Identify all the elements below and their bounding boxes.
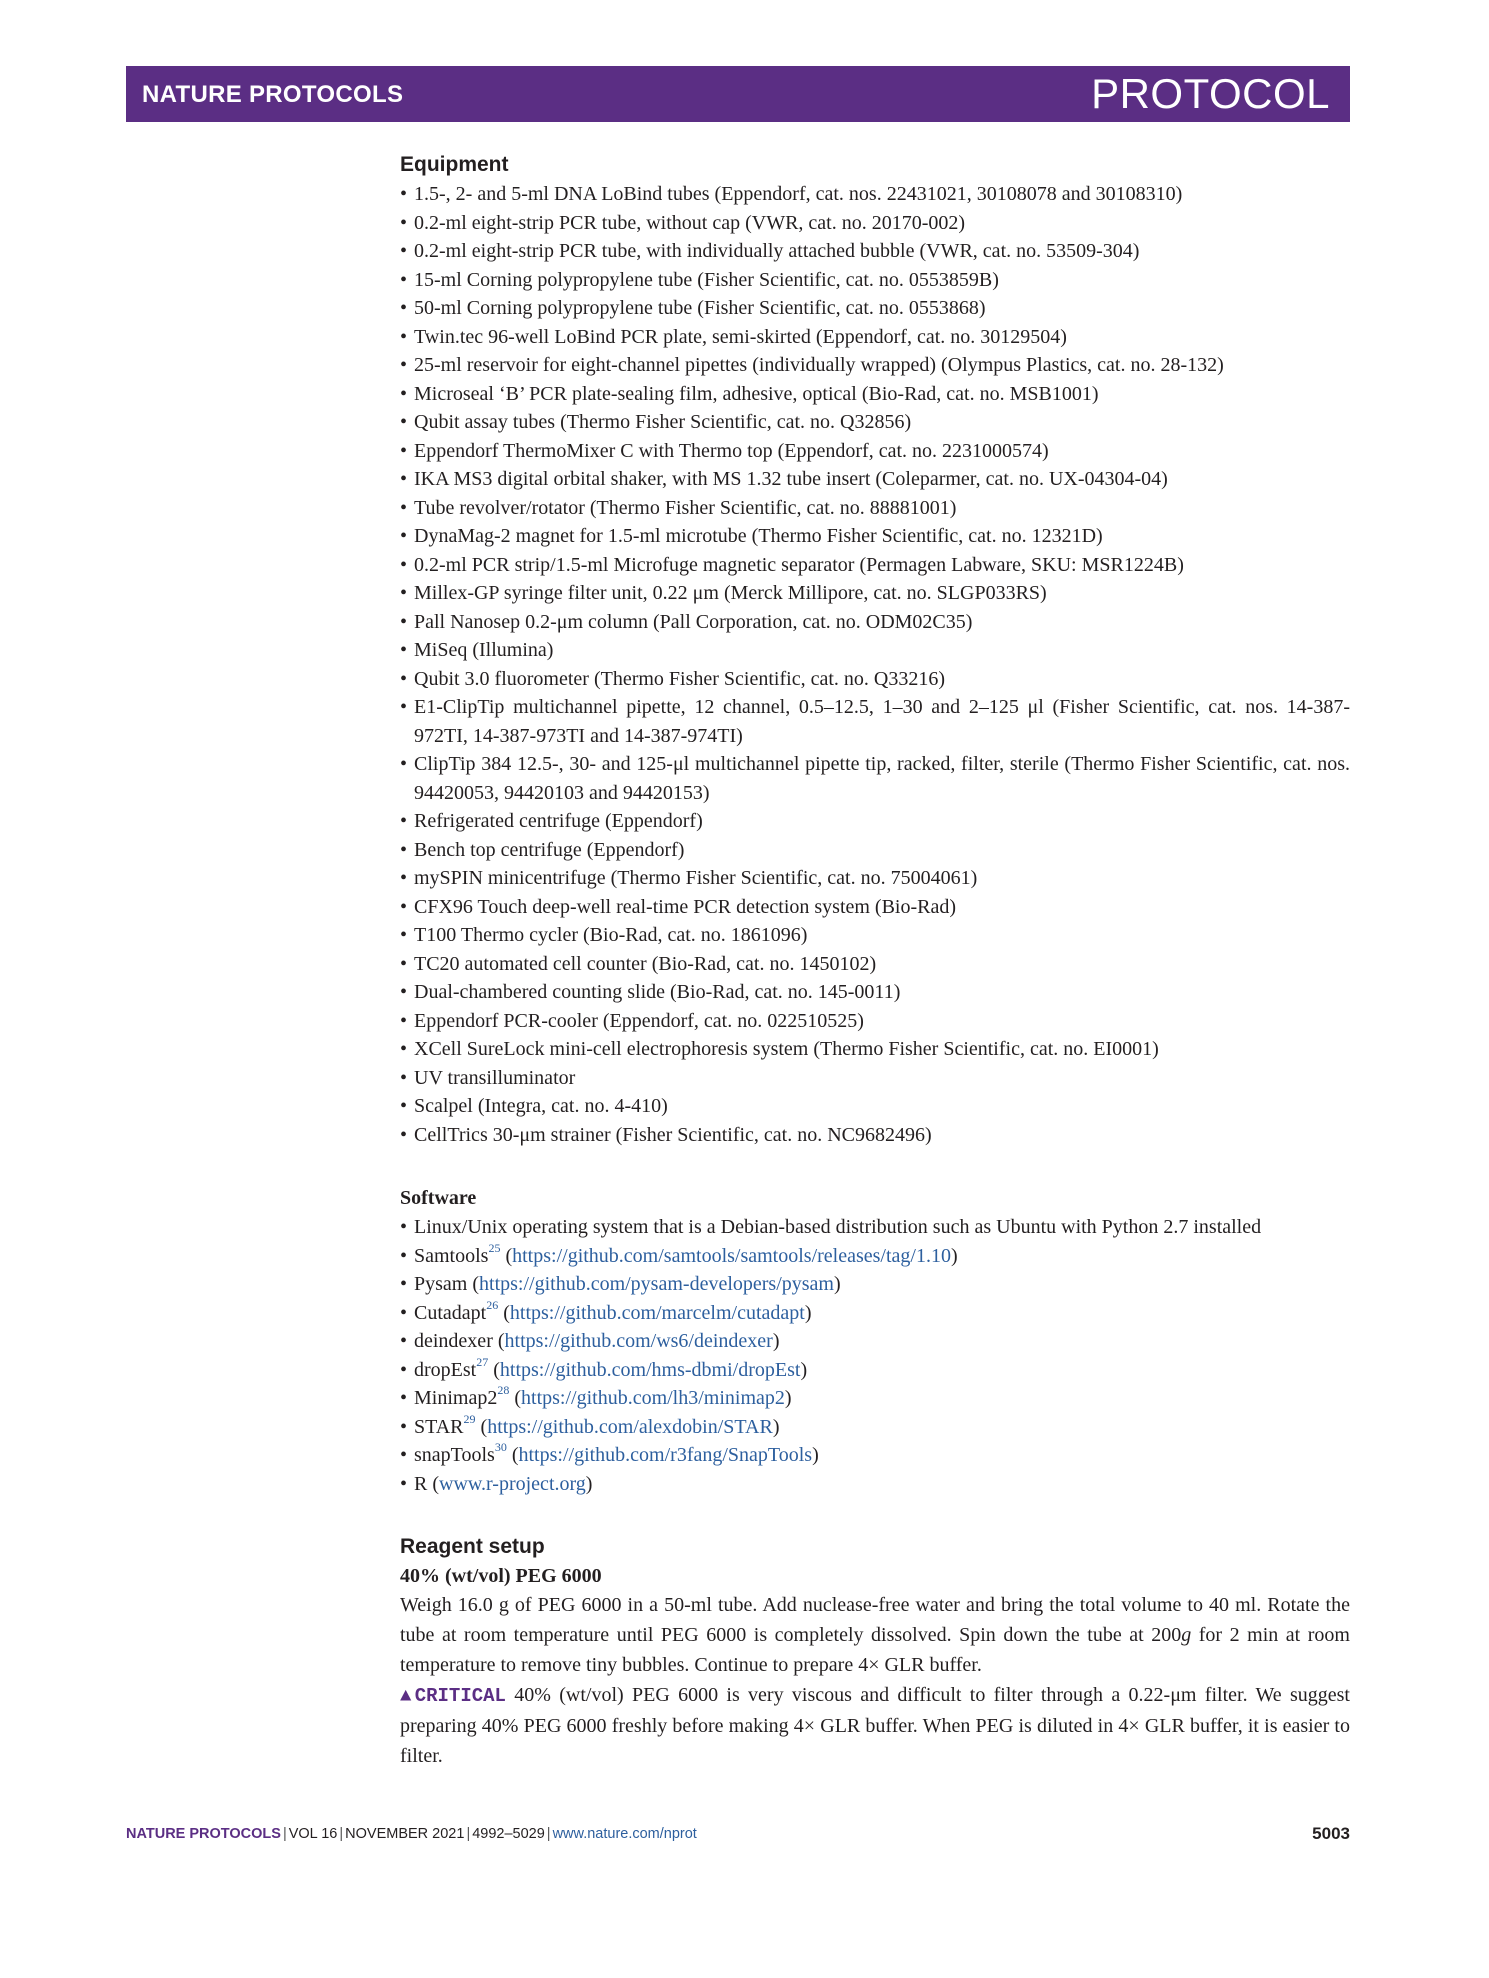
- list-item: • Cutadapt$^{26}$ (https://github.com/marcelm/cutadapt): [400, 1299, 1350, 1328]
- list-item: • CFX96 Touch deep-well real-time PCR detection system (Bio-Rad): [400, 893, 1350, 922]
- software-link[interactable]: www.r-project.org: [439, 1472, 586, 1495]
- list-item: • 15-ml Corning polypropylene tube (Fisher Scientific, cat. no. 0553859B): [400, 266, 1350, 295]
- list-item: • DynaMag-2 magnet for 1.5-ml microtube (Thermo Fisher Scientific, cat. no. 12321D): [400, 522, 1350, 551]
- article-type: PROTOCOL: [1091, 70, 1330, 117]
- list-item: • XCell SureLock mini-cell electrophoresis system (Thermo Fisher Scientific, cat. no. EI0001): [400, 1035, 1350, 1064]
- software-name: STAR: [414, 1415, 464, 1438]
- list-item: • dropEst$^{27}$ (https://github.com/hms-dbmi/dropEst): [400, 1356, 1350, 1385]
- reference-link[interactable]: 26: [486, 1297, 499, 1312]
- software-name: deindexer: [414, 1330, 493, 1352]
- list-item: • Eppendorf ThermoMixer C with Thermo top (Eppendorf, cat. no. 2231000574): [400, 437, 1350, 466]
- list-item: • Eppendorf PCR-cooler (Eppendorf, cat. no. 022510525): [400, 1007, 1350, 1036]
- footer-pages: 4992–5029: [472, 1826, 545, 1842]
- software-name: Cutadapt: [414, 1301, 487, 1324]
- peg-subheading: 40% (wt/vol) PEG 6000: [400, 1565, 602, 1587]
- list-item: • Linux/Unix operating system that is a Debian-based distribution such as Ubuntu with Python 2.7 installed: [400, 1213, 1350, 1242]
- software-link[interactable]: https://github.com/ws6/deindexer: [504, 1330, 773, 1352]
- list-item: • Refrigerated centrifuge (Eppendorf): [400, 807, 1350, 836]
- reference-link[interactable]: 28: [497, 1383, 510, 1398]
- list-item: • 0.2-ml PCR strip/1.5-ml Microfuge magnetic separator (Permagen Labware, SKU: MSR1224B): [400, 551, 1350, 580]
- page-footer: NATURE PROTOCOLS | VOL 16 | NOVEMBER 2021 | 4992–5029 | www.nature.com/nprot 5003: [126, 1824, 1350, 1843]
- list-item: • STAR$^{29}$ (https://github.com/alexdobin/STAR): [400, 1413, 1350, 1442]
- list-item: • Pysam (https://github.com/pysam-developers/pysam): [400, 1270, 1350, 1299]
- reagent-paragraph: [400, 1590, 1350, 1771]
- equipment-heading: Equipment: [400, 153, 509, 176]
- software-link[interactable]: https://github.com/pysam-developers/pysam: [479, 1273, 834, 1295]
- footer-url[interactable]: www.nature.com/nprot: [552, 1826, 697, 1842]
- software-link[interactable]: https://github.com/samtools/samtools/releases/tag/1.10: [512, 1244, 951, 1267]
- reference-link[interactable]: 30: [494, 1440, 507, 1455]
- page-number: 5003: [1312, 1824, 1350, 1843]
- reagent-text: for 2 min at room temperature to remove tiny bubbles. Continue to prepare 4× GLR buffer.: [400, 1624, 1350, 1676]
- list-item: • $Minimap2^{28}$ (https://github.com/lh3/minimap2): [400, 1384, 1350, 1413]
- software-link[interactable]: https://github.com/marcelm/cutadapt: [509, 1301, 805, 1324]
- list-item: • 25-ml reservoir for eight-channel pipettes (individually wrapped) (Olympus Plastics, cat. no. 28-132): [400, 351, 1350, 380]
- list-item: • MiSeq (Illumina): [400, 636, 1350, 665]
- software-heading: Software: [400, 1187, 477, 1209]
- list-item: • mySPIN minicentrifuge (Thermo Fisher Scientific, cat. no. 75004061): [400, 864, 1350, 893]
- reagent-text: Weigh 16.0 g of PEG 6000 in a 50-ml tube. Add nuclease-free water and bring the total volume to 40 ml. Rotate the tube at room temperature until PEG 6000 is completely dissolved. Spin down the tube at 200: [400, 1594, 1350, 1646]
- software-link[interactable]: https://github.com/r3fang/SnapTools: [518, 1444, 813, 1466]
- list-item: • Bench top centrifuge (Eppendorf): [400, 836, 1350, 865]
- list-item: • 0.2-ml eight-strip PCR tube, with individually attached bubble (VWR, cat. no. 53509-304): [400, 237, 1350, 266]
- list-item: • Twin.tec 96-well LoBind PCR plate, semi-skirted (Eppendorf, cat. no. 30129504): [400, 323, 1350, 352]
- list-item: • E1-ClipTip multichannel pipette, 12 channel, 0.5–12.5, 1–30 and 2–125 μl (Fisher Scientific, cat. nos. 14-387-972TI, 14-387-973TI and 14-387-974TI): [400, 693, 1350, 750]
- list-item: • 0.2-ml eight-strip PCR tube, without cap (VWR, cat. no. 20170-002): [400, 209, 1350, 238]
- list-item: • Dual-chambered counting slide (Bio-Rad, cat. no. 145-0011): [400, 978, 1350, 1007]
- list-item: • Millex-GP syringe filter unit, 0.22 μm (Merck Millipore, cat. no. SLGP033RS): [400, 579, 1350, 608]
- list-item: • Qubit assay tubes (Thermo Fisher Scientific, cat. no. Q32856): [400, 408, 1350, 437]
- software-name: Pysam: [414, 1273, 468, 1295]
- list-item: • 1.5-, 2- and 5-ml DNA LoBind tubes (Eppendorf, cat. nos. 22431021, 30108078 and 30108310): [400, 180, 1350, 209]
- software-link[interactable]: https://github.com/alexdobin/STAR: [487, 1415, 773, 1438]
- list-item: • Microseal ‘B’ PCR plate-sealing film, adhesive, optical (Bio-Rad, cat. no. MSB1001): [400, 380, 1350, 409]
- footer-journal: NATURE PROTOCOLS: [126, 1826, 281, 1842]
- list-item: • TC20 automated cell counter (Bio-Rad, cat. no. 1450102): [400, 950, 1350, 979]
- reference-link[interactable]: 27: [476, 1354, 489, 1369]
- journal-name: NATURE PROTOCOLS: [142, 81, 404, 108]
- list-item: • deindexer (https://github.com/ws6/deindexer): [400, 1327, 1350, 1356]
- list-item: • ClipTip 384 12.5-, 30- and 125-μl multichannel pipette tip, racked, filter, sterile (Thermo Fisher Scientific, cat. nos. 94420053, 94420103 and 94420153): [400, 750, 1350, 807]
- footer-volume: VOL 16: [288, 1826, 338, 1842]
- list-item: • Samtools$^{25}$ (https://github.com/samtools/samtools/releases/tag/1.10): [400, 1242, 1350, 1271]
- list-item: • 50-ml Corning polypropylene tube (Fisher Scientific, cat. no. 0553868): [400, 294, 1350, 323]
- critical-text: 40% (wt/vol) PEG 6000 is very viscous and difficult to filter through a 0.22-μm filter. We suggest preparing 40% PEG 6000 freshly before making 4× GLR buffer. When PEG is diluted in 4× GLR buffer, it is easier to filter.: [400, 1684, 1350, 1767]
- software-list: [400, 1213, 1350, 1498]
- main-content: [400, 150, 1350, 1771]
- software-name: snapTools: [414, 1444, 495, 1466]
- reagent-setup-heading: Reagent setup: [400, 1535, 545, 1558]
- list-item: • UV transilluminator: [400, 1064, 1350, 1093]
- reference-link[interactable]: 25: [488, 1240, 501, 1255]
- reference-link[interactable]: 29: [463, 1411, 476, 1426]
- list-item: • Tube revolver/rotator (Thermo Fisher Scientific, cat. no. 88881001): [400, 494, 1350, 523]
- list-item: • Qubit 3.0 fluorometer (Thermo Fisher Scientific, cat. no. Q33216): [400, 665, 1350, 694]
- g-unit: g: [1181, 1624, 1192, 1646]
- list-item: • Pall Nanosep 0.2-μm column (Pall Corporation, cat. no. ODM02C35): [400, 608, 1350, 637]
- software-name: Samtools: [414, 1244, 489, 1267]
- list-item: • IKA MS3 digital orbital shaker, with MS 1.32 tube insert (Coleparmer, cat. no. UX-04304-04): [400, 465, 1350, 494]
- list-item: • CellTrics 30-μm strainer (Fisher Scientific, cat. no. NC9682496): [400, 1121, 1350, 1150]
- list-item: • T100 Thermo cycler (Bio-Rad, cat. no. 1861096): [400, 921, 1350, 950]
- software-link[interactable]: https://github.com/hms-dbmi/dropEst: [499, 1358, 801, 1381]
- critical-label: ▲CRITICAL: [400, 1685, 506, 1707]
- list-item: • Scalpel (Integra, cat. no. 4-410): [400, 1092, 1350, 1121]
- software-name: R: [414, 1472, 428, 1495]
- equipment-list: [400, 180, 1350, 1149]
- list-item: • snapTools$^{30}$ (https://github.com/r3fang/SnapTools): [400, 1441, 1350, 1470]
- list-item: • R (www.r-project.org): [400, 1470, 1350, 1499]
- header-bar: [126, 66, 1350, 122]
- software-name: dropEst: [414, 1358, 477, 1381]
- footer-date: NOVEMBER 2021: [345, 1826, 465, 1842]
- software-link[interactable]: https://github.com/lh3/minimap2: [521, 1387, 785, 1409]
- software-name: Minimap2: [414, 1387, 498, 1409]
